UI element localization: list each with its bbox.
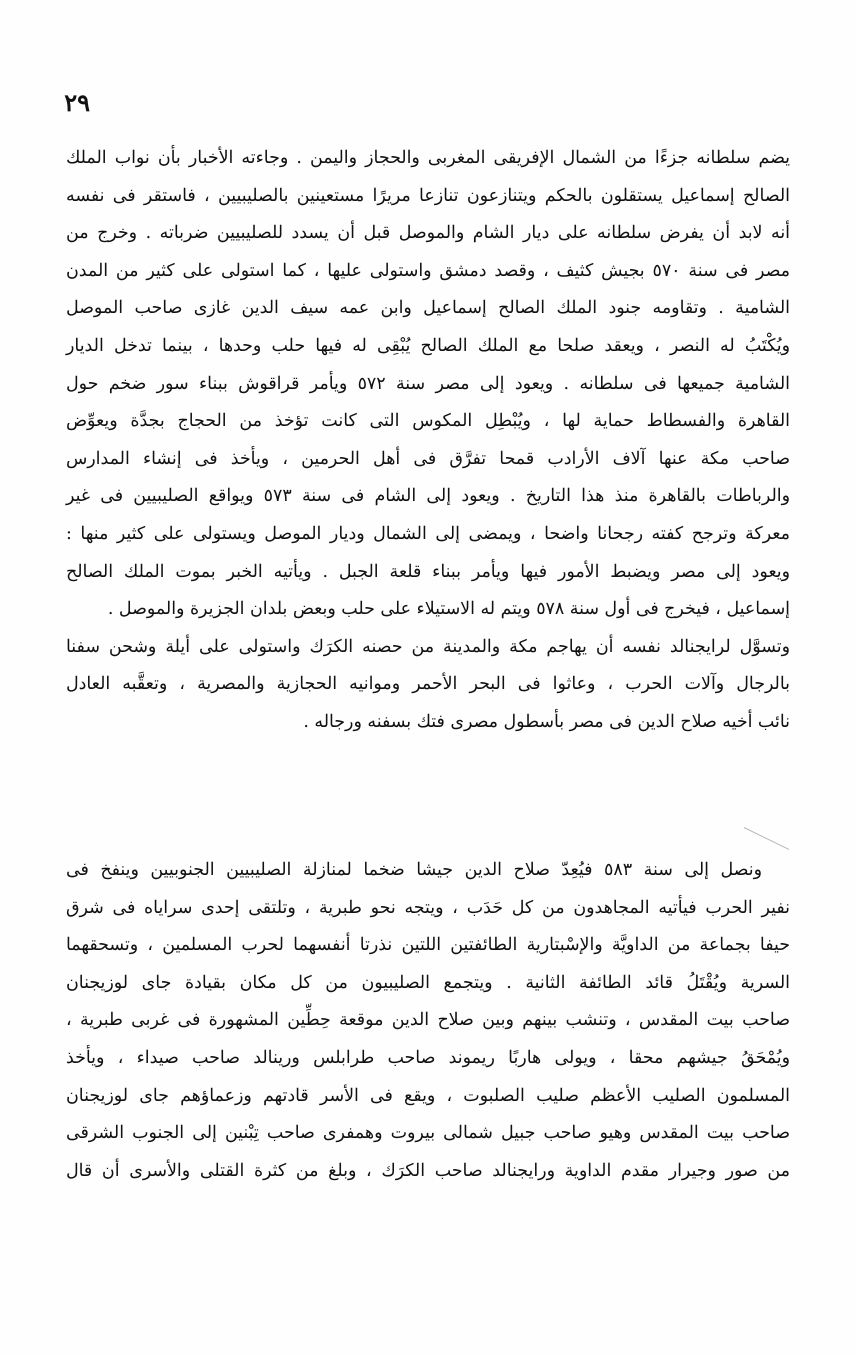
text-line: الصالح إسماعيل يستقلون بالحكم ويتنازعون تنازعا مريرًا مستعينين بالصليبيين ، فاستقر فى نفسه (66, 185, 790, 206)
text-line: والرباطات بالقاهرة منذ هذا التاريخ . ويعود إلى الشام فى سنة ٥٧٣ ويواقع الصليبيين فى غير (66, 486, 790, 507)
text-line: المسلمون الصليب الأعظم صليب الصلبوت ، ويقع فى الأسر قادتهم وزعماؤهم جاى لوزيجنان (66, 1085, 790, 1106)
text-line: نائب أخيه صلاح الدين فى مصر بأسطول مصرى فتك بسفنه ورجاله . (303, 711, 790, 732)
text-line: من صور وجيرار مقدم الداوية ورايجنالد صاحب الكرَك ، وبلغ من كثرة القتلى والأسرى أن قال (66, 1160, 790, 1181)
text-line: مصر فى سنة ٥٧٠ بجيش كثيف ، وقصد دمشق واستولى عليها ، كما استولى على كثير من المدن (66, 260, 790, 281)
text-line: صاحب بيت المقدس وهيو صاحب جبيل شمالى بيروت وهمفرى صاحب تِبْنين إلى الجنوب الشرقى (66, 1123, 790, 1144)
scan-mark (744, 827, 789, 850)
text-line: السرية ويُقْتَلُ قائد الطائفة الثانية . ويتجمع الصليبيون من كل مكان بقيادة جاى لوزيجنان (66, 972, 790, 993)
text-line: حيفا بجماعة من الداويَّة والإسْبتارية الطائفتين اللتين نذرتا أنفسهما لحرب المسلمين ، وتسحقهما (66, 935, 790, 956)
text-line: ويُمْحَقُ جيشهم محقا ، ويولى هاربًا ريموند صاحب طرابلس ورينالد صاحب صيداء ، ويأخذ (66, 1047, 790, 1068)
text-line: ويُكْتَبُ له النصر ، ويعقد صلحا مع الملك الصالح يُبْقِى له فيها حلب وحدها ، بينما تدخل الديار (66, 335, 790, 356)
text-line: نفير الحرب فيأتيه المجاهدون من كل حَدَب ، ويتجه نحو طبرية ، وتلتقى إحدى سراياه فى شرق (66, 897, 790, 918)
text-line: وتسوَّل لرايجنالد نفسه أن يهاجم مكة والمدينة من حصنه الكرَك واستولى على أيلة وشحن سفنا (66, 636, 790, 657)
paragraph-2 (66, 852, 790, 1190)
text-line: بالرجال وآلات الحرب ، وعاثوا فى البحر الأحمر وموانيه الحجازية والمصرية ، وتعقَّبه العادل (66, 674, 790, 695)
text-line: يضم سلطانه جزءًا من الشمال الإفريقى المغربى والحجاز واليمن . وجاءته الأخبار بأن نواب الملك (66, 148, 790, 168)
text-line: صاحب مكة عنها آلاف الأرادب قمحا تفرَّق فى أهل الحرمين ، ويأخذ فى إنشاء المدارس (66, 448, 790, 469)
text-line: القاهرة والفسطاط حماية لها ، ويُبْطِل المكوس التى كانت تؤخذ من الحجاج بجدَّة ويعوِّض (66, 411, 790, 432)
text-line: معركة وترجح كفته رجحانا واضحا ، ويمضى إلى الشمال وديار الموصل ويستولى على كثير منها : (66, 523, 790, 544)
text-line: ونصل إلى سنة ٥٨٣ فيُعِدّ صلاح الدين جيشا ضخما لمنازلة الصليبيين الجنوبيين وينفخ فى (66, 860, 762, 880)
text-line: إسماعيل ، فيخرج فى أول سنة ٥٧٨ ويتم له الاستيلاء على حلب وبعض بلدان الجزيرة والموصل . (107, 599, 790, 620)
text-line: الشامية . وتقاومه جنود الملك الصالح إسماعيل وابن عمه سيف الدين غازى صاحب الموصل (66, 298, 790, 319)
text-line: ويعود إلى مصر ويضبط الأمور فيها ويأمر ببناء قلعة الجبل . ويأتيه الخبر بموت الملك الصالح (66, 561, 790, 582)
text-line: صاحب بيت المقدس ، وتنشب بينهم وبين صلاح الدين موقعة حِطِّين المشهورة فى غربى طبرية ، (66, 1010, 790, 1031)
text-line: الشامية جميعها فى سلطانه . ويعود إلى مصر سنة ٥٧٢ ويأمر قراقوش ببناء سور ضخم حول (66, 373, 790, 394)
text-line: أنه لابد أن يفرض سلطانه على ديار الشام والموصل قبل أن يسدد للصليبيين ضرباته . وخرج من (66, 223, 790, 244)
paragraph-1 (66, 140, 790, 742)
page-number: ٢٩ (64, 88, 90, 117)
